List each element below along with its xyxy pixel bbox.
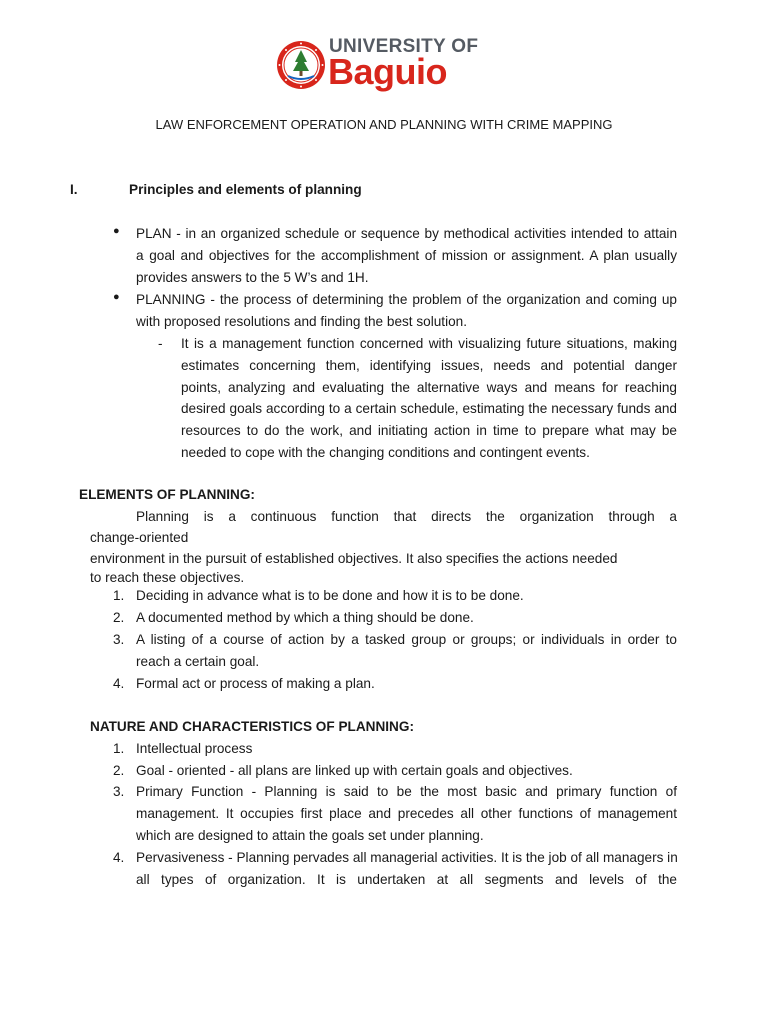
- list-number: 4.: [113, 850, 125, 865]
- list-item: Primary Function - Planning is said to be the most basic and primary function of: [136, 784, 677, 799]
- list-item: management. It occupies first place and precedes all other functions of management: [136, 806, 677, 821]
- bullet-line: with proposed resolutions and finding the best solution.: [136, 314, 467, 329]
- list-item: Intellectual process: [136, 741, 253, 756]
- dash-line: needed to cope with the changing conditions and contingent events.: [181, 445, 590, 460]
- logo-text-baguio: Baguio: [328, 51, 447, 92]
- document-title: LAW ENFORCEMENT OPERATION AND PLANNING WITH CRIME MAPPING: [155, 117, 613, 132]
- bullet-line: PLAN - in an organized schedule or sequence by methodical activities intended to attain: [136, 226, 677, 241]
- list-item: reach a certain goal.: [136, 654, 260, 669]
- list-number: 3.: [113, 632, 125, 647]
- bullet-line: PLANNING - the process of determining the problem of the organization and coming up: [136, 292, 677, 307]
- section-heading: Principles and elements of planning: [129, 182, 362, 197]
- list-item: A listing of a course of action by a tasked group or groups; or individuals in order to: [136, 632, 677, 647]
- list-item: Goal - oriented - all plans are linked up with certain goals and objectives.: [136, 763, 573, 778]
- dash-marker: -: [158, 336, 163, 351]
- list-number: 2.: [113, 763, 125, 778]
- bullet-line: a goal and objectives for the accomplishment of mission or assignment. A plan usually: [136, 248, 677, 263]
- logo-text-university-of: UNIVERSITY OF: [329, 36, 479, 57]
- bullet-marker: ●: [113, 225, 120, 237]
- list-item: Formal act or process of making a plan.: [136, 676, 375, 691]
- list-number: 3.: [113, 784, 125, 799]
- dash-line: points, analyzing and evaluating the alternative ways and means for reaching: [181, 380, 677, 395]
- list-number: 4.: [113, 676, 125, 691]
- elements-intro-line: change-oriented: [90, 530, 189, 545]
- elements-intro-line: to reach these objectives.: [90, 570, 245, 585]
- nature-heading: NATURE AND CHARACTERISTICS OF PLANNING:: [90, 719, 414, 734]
- section-number: I.: [70, 182, 78, 197]
- university-logo: [276, 36, 496, 92]
- elements-heading: ELEMENTS OF PLANNING:: [79, 487, 255, 502]
- list-item: Deciding in advance what is to be done and how it is to be done.: [136, 588, 524, 603]
- list-number: 1.: [113, 741, 125, 756]
- dash-line: estimates concerning them, identifying issues, needs and potential danger: [181, 358, 677, 373]
- list-item: which are designed to attain the goals set under planning.: [136, 828, 484, 843]
- list-item: Pervasiveness - Planning pervades all managerial activities. It is the job of all managers in: [136, 850, 678, 865]
- elements-intro-line: environment in the pursuit of established objectives. It also specifies the actions needed: [90, 551, 618, 566]
- list-item: all types of organization. It is undertaken at all segments and levels of the: [136, 872, 677, 887]
- elements-intro-line: Planning is a continuous function that directs the organization through a: [136, 509, 677, 524]
- list-item: A documented method by which a thing should be done.: [136, 610, 474, 625]
- list-number: 1.: [113, 588, 125, 603]
- bullet-marker: ●: [113, 291, 120, 303]
- university-seal-icon: [276, 40, 326, 90]
- dash-line: desired goals according to a certain schedule, estimating the necessary funds and: [181, 401, 677, 416]
- dash-line: resources to do the work, and initiating action in time to prepare what may be: [181, 423, 677, 438]
- bullet-line: provides answers to the 5 W’s and 1H.: [136, 270, 369, 285]
- dash-line: It is a management function concerned with visualizing future situations, making: [181, 336, 677, 351]
- list-number: 2.: [113, 610, 125, 625]
